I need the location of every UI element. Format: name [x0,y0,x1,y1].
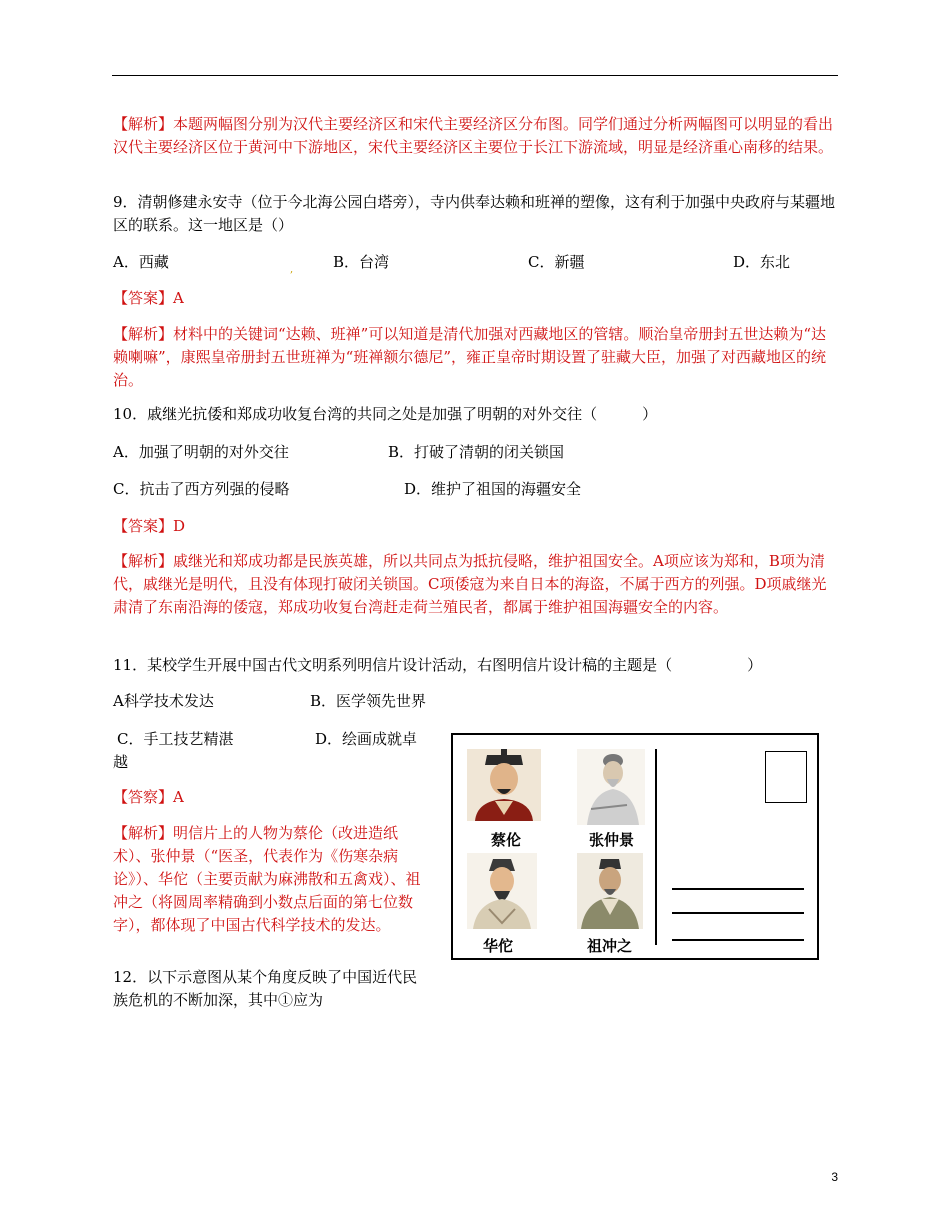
q11-stem: 11．某校学生开展中国古代文明系列明信片设计活动，右图明信片设计稿的主题是（ ） [113,656,763,674]
q9-option-a: A．西藏 [113,253,169,271]
q11-option-b: B．医学领先世界 [310,692,427,710]
q11-option-d-wrap [113,728,425,774]
q9-option-c: C．新疆 [528,253,585,271]
q11-option-a: A科学技术发达 [113,692,214,710]
postcard-figure [451,733,819,960]
q9-answer: 【答案】A [113,289,184,307]
address-line-2 [672,912,804,914]
q8-analysis: 【解析】本题两幅图分别为汉代主要经济区和宋代主要经济区分布图。同学们通过分析两幅图可以明显的看出汉代主要经济区位于黄河中下游地区，宋代主要经济区主要位于长江下游流域，明显是经济重心南移的结果。 [113,115,834,156]
q9-option-b: B．台湾 [333,253,390,271]
portrait-cai-lun [467,749,541,821]
label-zu-chongzhi: 祖冲之 [587,937,633,955]
q11-option-d: D．绘画成就卓越 [113,730,418,771]
portrait-hua-tuo [467,853,537,929]
label-zhang-zhongjing: 张仲景 [589,831,635,849]
q11-option-c: C．手工技艺精湛 [117,730,234,748]
q11-analysis: 【解析】明信片上的人物为蔡伦（改进造纸术）、张仲景（“医圣，代表作为《伤寒杂病论》）、华佗（主要贡献为麻沸散和五禽戏）、祖冲之（将圆周率精确到小数点后面的第七位数字），都体现了中国古代科学技术的发达。 [113,824,421,934]
q10-stem: 10．戚继光抗倭和郑成功收复台湾的共同之处是加强了明朝的对外交往（ ） [113,405,658,423]
q9-stem: 9．清朝修建永安寺（位于今北海公园白塔旁），寺内供奉达赖和班禅的塑像，这有利于加强中央政府与某疆地区的联系。这一地区是（） [113,193,836,234]
label-hua-tuo: 华佗 [483,937,514,955]
postcard-divider [655,749,657,945]
q10-option-a: A．加强了明朝的对外交往 [113,443,289,461]
address-line-3 [672,939,804,941]
address-line-1 [672,888,804,890]
q10-option-d: D．维护了祖国的海疆安全 [404,480,582,498]
page-number: 3 [831,1170,838,1184]
portrait-zhang-zhongjing [577,749,645,825]
stamp-box [765,751,807,803]
q10-option-c: C．抗击了西方列强的侵略 [113,480,290,498]
q10-analysis: 【解析】戚继光和郑成功都是民族英雄，所以共同点为抵抗侵略，维护祖国安全。A项应该为郑和，B项为清代，戚继光是明代，且没有体现打破闭关锁国。C项倭寇为来自日本的海盗，不属于西方的列强。D项戚继光肃清了东南沿海的倭寇，郑成功收复台湾赶走荷兰殖民者，都属于维护祖国海疆安全的内容。 [113,552,827,616]
stray-mark: , [290,264,294,275]
q11-answer: 【答察】A [113,788,184,806]
q9-analysis: 【解析】材料中的关键词“达赖、班禅”可以知道是清代加强对西藏地区的管辖。顺治皇帝册封五世达赖为“达赖喇嘛”，康熙皇帝册封五世班禅为“班禅额尔德尼”，雍正皇帝时期设置了驻藏大臣，加强了对西藏地区的统治。 [113,325,827,389]
q10-answer: 【答案】D [113,517,186,535]
q9-option-d: D．东北 [733,253,791,271]
header-rule [112,75,838,76]
q12-stem: 12．以下示意图从某个角度反映了中国近代民族危机的不断加深，其中①应为 [113,968,418,1009]
portrait-zu-chongzhi [577,853,643,929]
q10-option-b: B．打破了清朝的闭关锁国 [388,443,565,461]
label-cai-lun: 蔡伦 [491,831,522,849]
